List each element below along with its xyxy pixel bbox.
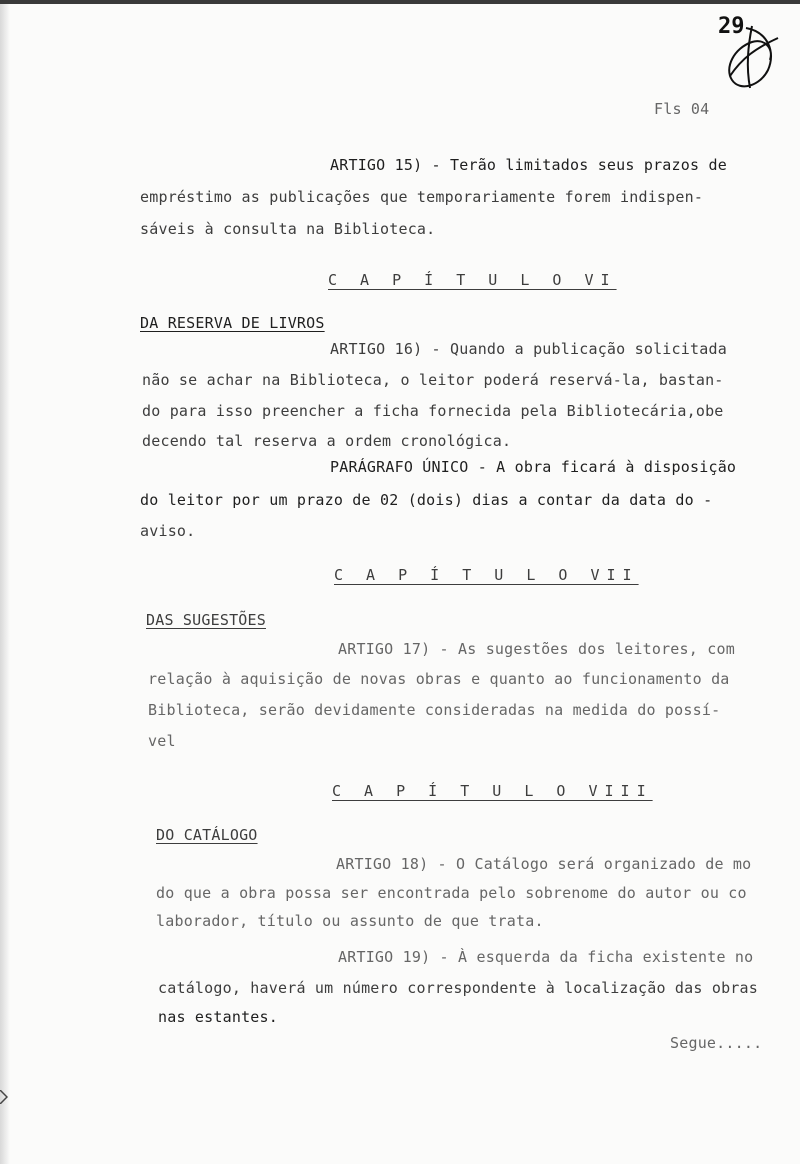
section-sugestoes-title: DAS SUGESTÕES bbox=[146, 611, 266, 629]
continues-marker: Segue..... bbox=[670, 1034, 763, 1052]
page-number: 29 bbox=[718, 14, 745, 39]
artigo19-line-1: ARTIGO 19) - À esquerda da ficha existente no bbox=[338, 948, 754, 966]
chapter-7-title: C A P Í T U L O VII bbox=[334, 566, 639, 584]
artigo18-line-3: laborador, título ou assunto de que trata. bbox=[156, 912, 544, 930]
artigo19-line-3: nas estantes. bbox=[158, 1008, 278, 1026]
artigo16-line-4: decendo tal reserva a ordem cronológica. bbox=[142, 432, 512, 450]
artigo19-line-2: catálogo, haverá um número correspondente à localização das obras bbox=[158, 979, 758, 997]
artigo16-line-2: não se achar na Biblioteca, o leitor poderá reservá-la, bastan- bbox=[142, 371, 724, 389]
scan-edge-mark bbox=[0, 1090, 8, 1104]
chapter-6-title: C A P Í T U L O VI bbox=[328, 271, 617, 289]
artigo17-line-3: Biblioteca, serão devidamente consideradas na medida do possí- bbox=[148, 701, 721, 719]
scan-edge-shadow bbox=[0, 0, 10, 1164]
artigo18-line-1: ARTIGO 18) - O Catálogo será organizado de mo bbox=[336, 855, 752, 873]
section-reserva-title: DA RESERVA DE LIVROS bbox=[140, 314, 325, 332]
paragrafo-unico-line-3: aviso. bbox=[140, 522, 196, 540]
handwritten-signature-mark bbox=[716, 18, 786, 100]
artigo15-line-2: empréstimo as publicações que temporariamente forem indispen- bbox=[140, 188, 704, 206]
folio-number: Fls 04 bbox=[654, 100, 710, 118]
scan-top-edge bbox=[0, 0, 800, 4]
artigo16-line-1: ARTIGO 16) - Quando a publicação solicitada bbox=[330, 340, 727, 358]
section-catalogo-title: DO CATÁLOGO bbox=[156, 826, 258, 844]
paragrafo-unico-line-2: do leitor por um prazo de 02 (dois) dias a contar da data do - bbox=[140, 491, 713, 509]
artigo17-line-4: vel bbox=[148, 732, 176, 750]
artigo15-line-3: sáveis à consulta na Biblioteca. bbox=[140, 220, 436, 238]
artigo15-line-1: ARTIGO 15) - Terão limitados seus prazos de bbox=[330, 156, 727, 174]
artigo18-line-2: do que a obra possa ser encontrada pelo sobrenome do autor ou co bbox=[156, 884, 747, 902]
paragrafo-unico-line-1: PARÁGRAFO ÚNICO - A obra ficará à disposição bbox=[330, 458, 737, 476]
artigo17-line-2: relação à aquisição de novas obras e quanto ao funcionamento da bbox=[148, 670, 730, 688]
artigo17-line-1: ARTIGO 17) - As sugestões dos leitores, com bbox=[338, 640, 735, 658]
chapter-8-title: C A P Í T U L O VIII bbox=[332, 782, 653, 800]
artigo16-line-3: do para isso preencher a ficha fornecida pela Bibliotecária,obe bbox=[142, 402, 724, 420]
